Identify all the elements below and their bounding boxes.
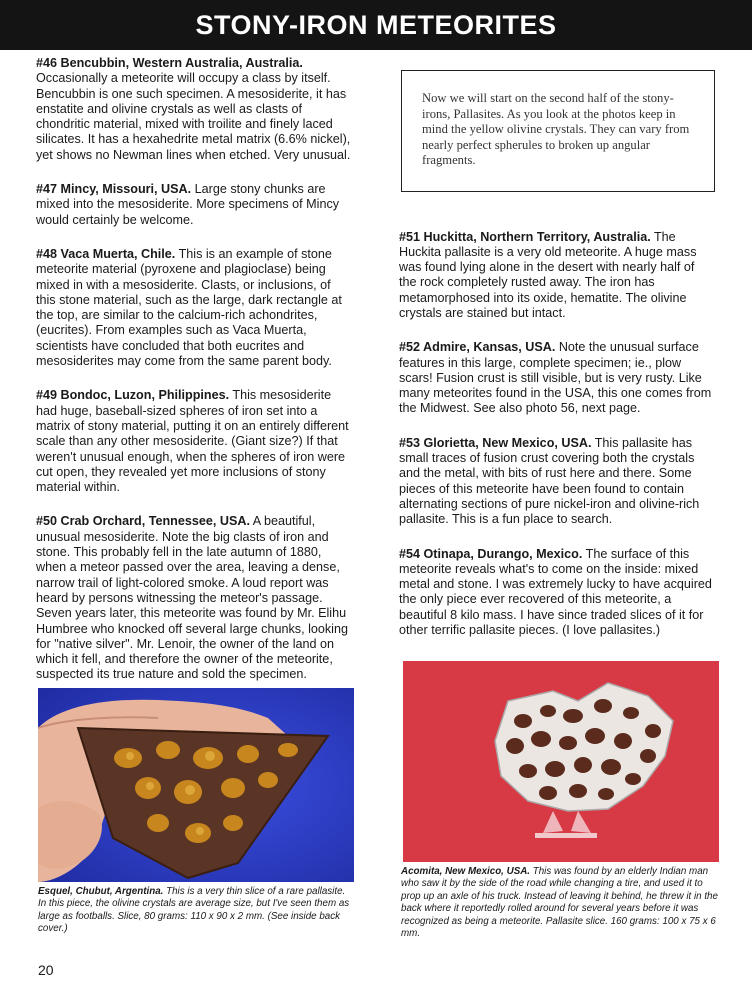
entry-heading: #46 Bencubbin, Western Australia, Australia.: [36, 56, 303, 70]
entry-heading: #47 Mincy, Missouri, USA.: [36, 182, 192, 197]
caption-text: This is a very thin slice of a rare pallasite. In this piece, the olivine crystals are average size, but I've seen them as large as footballs. Slice, 80 grams: 110 x 90 x 2 mm. (See inside back cover.): [38, 886, 350, 935]
entry-49: [36, 388, 352, 495]
entry-48: [36, 247, 352, 369]
entry-text: This pallasite has small traces of fusion crust covering both the crystals and the metal, with bits of rust here and there. Some pieces of this meteorite have been found to contain alternating sections of pure nickel-iron and olivine-rich pallasite. This is a fun place to search.: [399, 435, 700, 527]
entry-heading: #54 Otinapa, Durango, Mexico.: [399, 546, 583, 561]
entry-heading: #53 Glorietta, New Mexico, USA.: [399, 435, 592, 450]
entry-heading: #50 Crab Orchard, Tennessee, USA.: [36, 514, 250, 529]
entry-51: [399, 230, 715, 322]
entry-text: Large stony chunks are mixed into the mesosiderite. More specimens of Mincy would certainly be welcome.: [36, 182, 340, 227]
caption-heading: Esquel, Chubut, Argentina.: [38, 886, 164, 897]
entry-text: The surface of this meteorite reveals what's to come on the inside: mixed metal and stone. I was extremely lucky to have acquired the only piece ever recovered of this meteorite, a beautiful 8 kilo mass. I have since traded slices of it for other terrific pallasite pieces. (I love pallasites.): [399, 546, 712, 638]
entry-heading: #51 Huckitta, Northern Territory, Australia.: [399, 229, 651, 244]
entry-46: [36, 56, 352, 163]
left-column: [36, 56, 352, 702]
page-number: 20: [38, 962, 54, 978]
entry-50: [36, 514, 352, 682]
right-column: [399, 70, 715, 657]
acomita-slice-illustration: [403, 661, 719, 862]
entry-52: [399, 340, 715, 416]
entry-heading: #52 Admire, Kansas, USA.: [399, 340, 556, 355]
acomita-pallasite-photo: [403, 661, 719, 862]
entry-text: A beautiful, unusual mesosiderite. Note the big clasts of iron and stone. This probably fell in the late autumn of 1880, when a meteor passed over the area, leaving a dense, narrow trail of light-colored smoke. A loud report was heard by persons witnessing the meteor's passage. Seven years later, this meteorite was found by Mr. Elihu Humbree who knocked off several large chunks, looking for "native silver". Mr. Lenoir, the owner of the land on which it fell, and therefore the owner of the meteorite, suspected its true nature and sold the specimen.: [36, 514, 348, 682]
entry-heading: #48 Vaca Muerta, Chile.: [36, 246, 176, 261]
entry-47: [36, 182, 352, 228]
entry-54: [399, 547, 715, 639]
entry-text: Occasionally a meteorite will occupy a class by itself. Bencubbin is one such specimen. A mesosiderite, it has enstatite and olivine crystals as well as clasts of chondritic material, mixed with troilite and finely laced silicates. It has a hexahedrite metal matrix (6.6% nickel), yet shows no Newman lines when etched. Very unusual.: [36, 71, 351, 162]
caption-text: This was found by an elderly Indian man who saw it by the side of the road while changing a tire, and used it to prop up an axle of his truck. Instead of leaving it behind, he threw it in the back where it reportedly rolled around for several years before it was recognized as being a meteorite. Pallasite slice. 160 grams: 100 x 75 x 6 mm.: [401, 866, 718, 940]
entry-text: The Huckita pallasite is a very old meteorite. A huge mass was found lying alone in the desert with nearly half of the rock completely rusted away. The iron has metamorphosed into its oxide, hematite. The olivine crystals are stained but intact.: [399, 229, 697, 320]
page-title: STONY-IRON METEORITES: [0, 0, 752, 50]
entry-53: [399, 436, 715, 528]
entry-text: Note the unusual surface features in this large, complete specimen; ie., plow scars! Fusion crust is still visible, but is very rusty. Like many meteorites found in the USA, this one comes from the Midwest. See also photo 56, next page.: [399, 340, 712, 416]
entry-text: This mesosiderite had huge, baseball-sized spheres of iron set into a matrix of stony material, putting it on an entirely different scale than any other mesosiderite. (Giant size?) If that weren't unusual enough, when the spheres of iron were cut open, they revealed yet more inclusions of stony material within.: [36, 388, 349, 495]
entry-heading: #49 Bondoc, Luzon, Philippines.: [36, 388, 230, 403]
esquel-caption: [38, 886, 356, 936]
esquel-slice-illustration: [38, 688, 354, 882]
entry-text: This is an example of stone meteorite material (pyroxene and plagioclase) being mixed in with a mesosiderite. Clasts, or inclusions, of this stone material, such as the large, dark rectangle at the top, are similar to the calcium-rich achondrites, (eucrites). From examples such as Vaca Muerta, scientists have concluded that both eucrites and mesosiderites may come from the same parent body.: [36, 246, 342, 369]
pallasite-note-box: Now we will start on the second half of the stony-irons, Pallasites. As you look at the photos keep in mind the yellow olivine crystals. They can vary from nearly perfect spherules to broken up angular fragments.: [401, 70, 715, 192]
esquel-pallasite-photo: [38, 688, 354, 882]
acomita-caption: [401, 866, 719, 940]
caption-heading: Acomita, New Mexico, USA.: [401, 866, 531, 877]
